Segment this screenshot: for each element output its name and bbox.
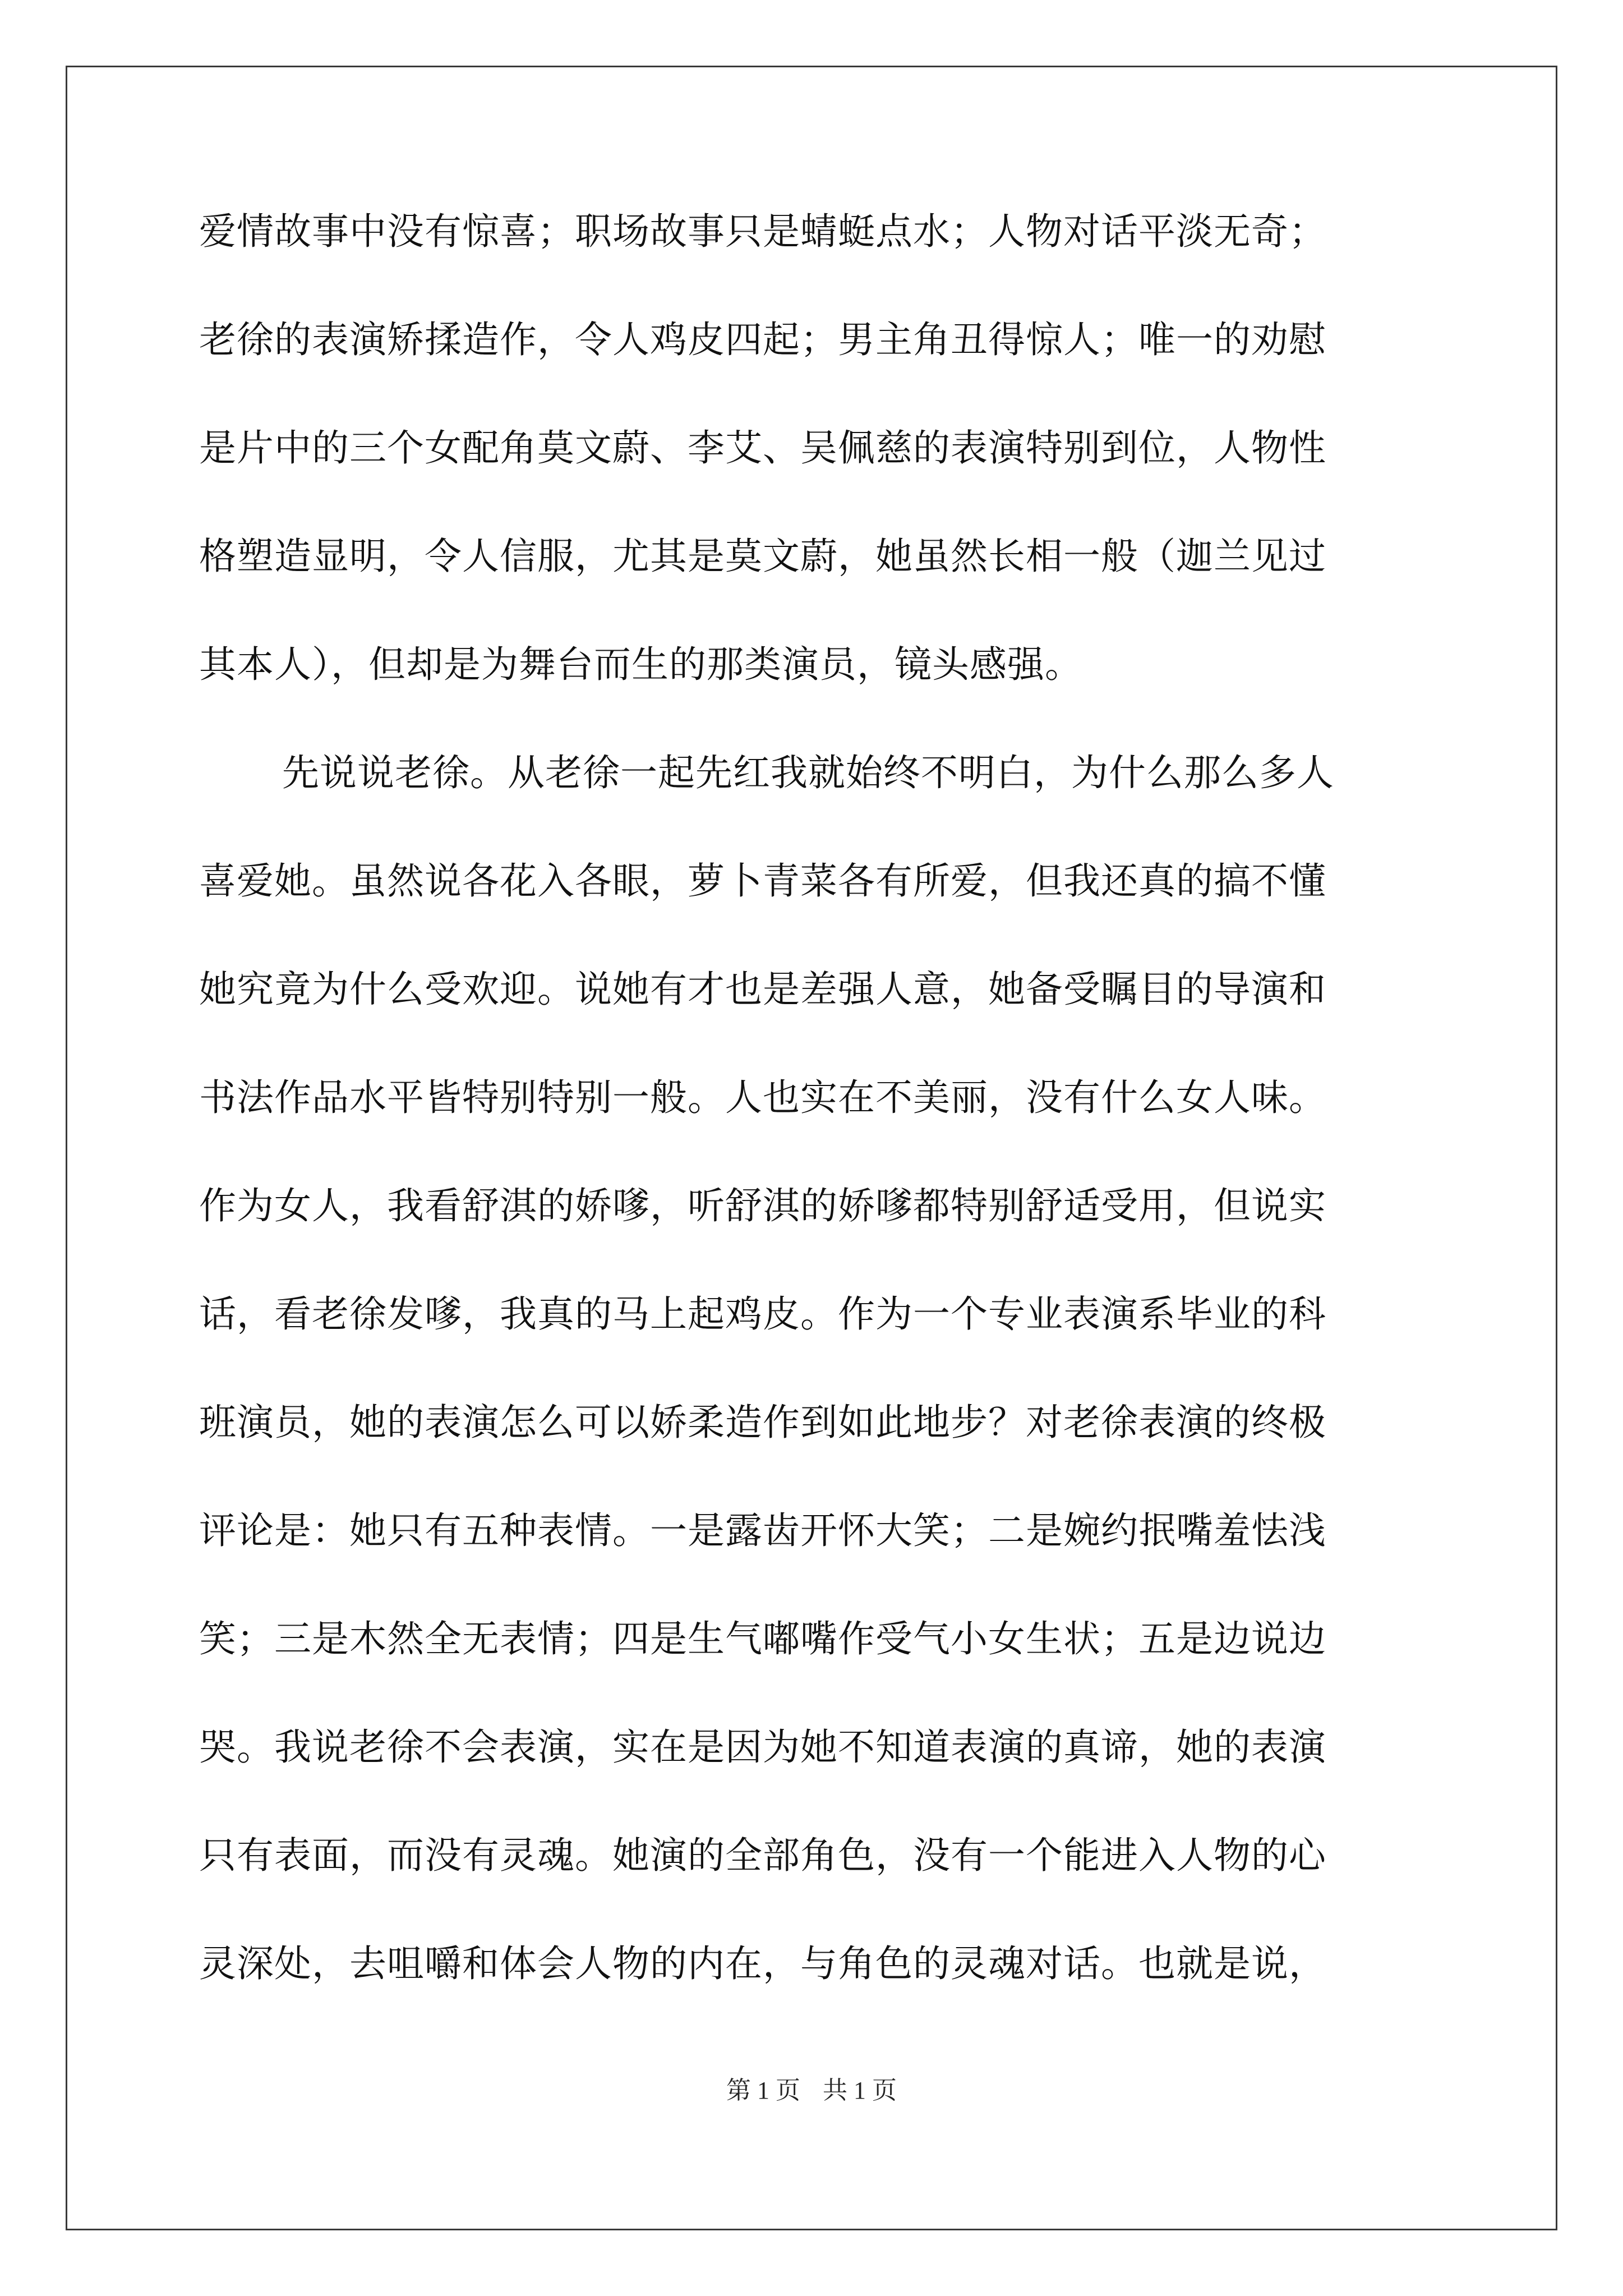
- text-line: 先说说老徐。从老徐一起先红我就始终不明白，为什么那么多人: [282, 751, 1334, 794]
- text-line: 喜爱她。虽然说各花入各眼，萝卜青菜各有所爱，但我还真的搞不懂: [199, 859, 1326, 903]
- text-line: 是片中的三个女配角莫文蔚、李艾、吴佩慈的表演特别到位，人物性: [199, 426, 1326, 470]
- text-line: 格塑造显明，令人信服，尤其是莫文蔚，她虽然长相一般（迦兰见过: [199, 535, 1326, 578]
- page-number: 第 1 页: [726, 2077, 800, 2104]
- text-line: 她究竟为什么受欢迎。说她有才也是差强人意，她备受瞩目的导演和: [199, 968, 1326, 1011]
- text-line: 其本人），但却是为舞台而生的那类演员，镜头感强。: [199, 643, 1082, 686]
- text-line: 只有表面，而没有灵魂。她演的全部角色，没有一个能进入人物的心: [199, 1834, 1326, 1877]
- text-line: 老徐的表演矫揉造作，令人鸡皮四起；男主角丑得惊人；唯一的劝慰: [199, 318, 1326, 361]
- text-line: 评论是：她只有五种表情。一是露齿开怀大笑；二是婉约抿嘴羞怯浅: [199, 1509, 1326, 1552]
- text-line: 作为女人，我看舒淇的娇嗲，听舒淇的娇嗲都特别舒适受用，但说实: [199, 1184, 1326, 1227]
- text-line: 笑；三是木然全无表情；四是生气嘟嘴作受气小女生状；五是边说边: [199, 1617, 1326, 1660]
- text-line: 爱情故事中没有惊喜；职场故事只是蜻蜓点水；人物对话平淡无奇；: [199, 210, 1326, 253]
- text-line: 书法作品水平皆特别特别一般。人也实在不美丽，没有什么女人味。: [199, 1076, 1326, 1119]
- text-line: 班演员，她的表演怎么可以娇柔造作到如此地步？对老徐表演的终极: [199, 1401, 1326, 1444]
- text-line: 哭。我说老徐不会表演，实在是因为她不知道表演的真谛，她的表演: [199, 1726, 1326, 1769]
- text-line: 灵深处，去咀嚼和体会人物的内在，与角色的灵魂对话。也就是说，: [199, 1942, 1326, 1985]
- page-border: [66, 66, 1557, 2230]
- page-total: 共 1 页: [823, 2077, 897, 2104]
- page-footer: [0, 2070, 1623, 2106]
- text-line: 话，看老徐发嗲，我真的马上起鸡皮。作为一个专业表演系毕业的科: [199, 1292, 1326, 1336]
